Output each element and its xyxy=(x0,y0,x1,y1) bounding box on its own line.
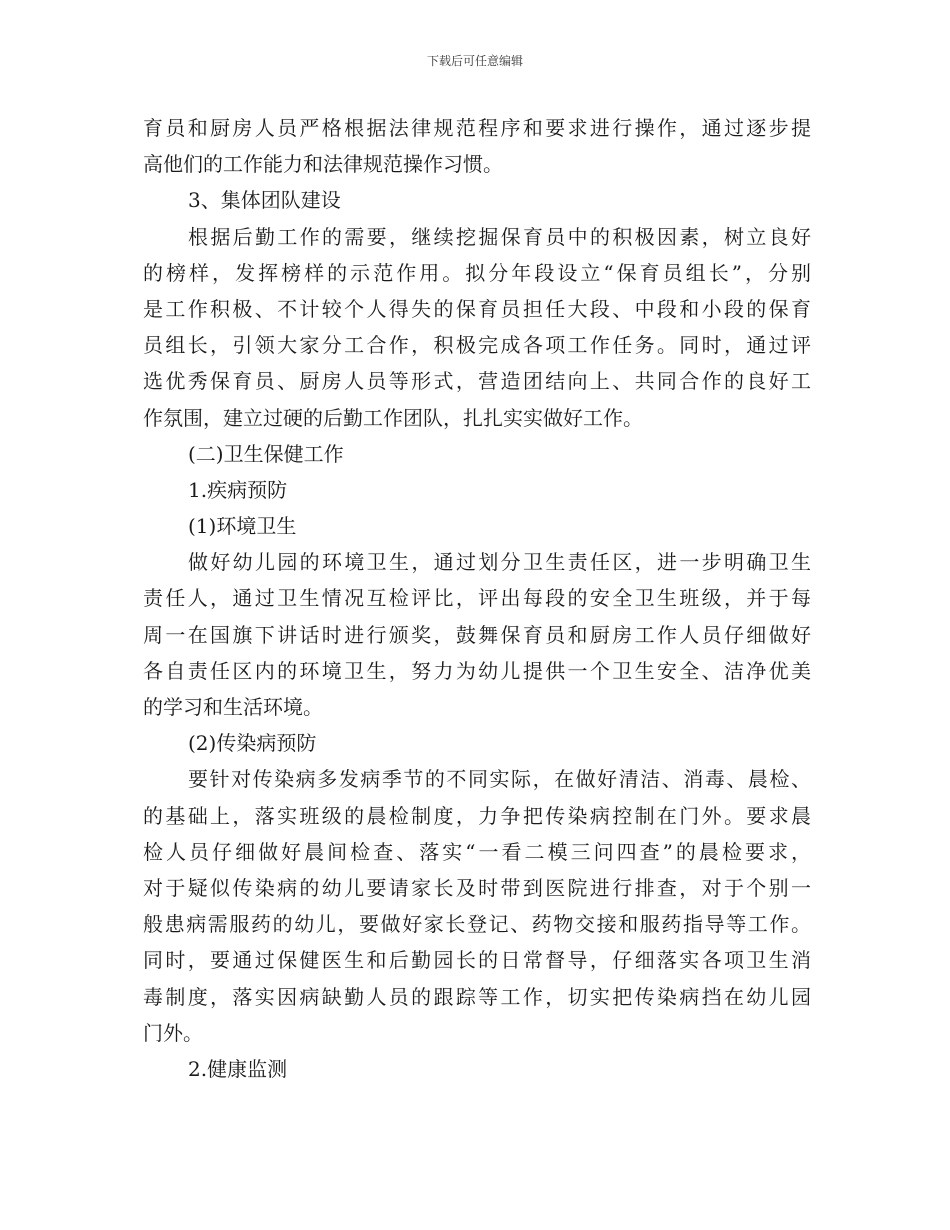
document-body xyxy=(143,110,811,1087)
text-line: (1)环境卫生 xyxy=(188,514,297,539)
text-line: 根据后勤工作的需要，继续挖掘保育员中的积极因素，树立良好 xyxy=(188,224,811,249)
page-header: 下载后可任意编辑 xyxy=(426,54,523,68)
text-line: 3、集体团队建设 xyxy=(188,188,341,213)
text-line: 选优秀保育员、厨房人员等形式，营造团结向上、共同合作的良好工 xyxy=(143,369,811,394)
text-line: 周一在国旗下讲话时进行颁奖，鼓舞保育员和厨房工作人员仔细做好 xyxy=(143,622,811,647)
text-line: 是工作积极、不计较个人得失的保育员担任大段、中段和小段的保育 xyxy=(143,296,811,321)
text-line: 检人员仔细做好晨间检查、落实“一看二模三问四查”的晨检要求， xyxy=(143,839,811,864)
text-line: 的榜样，发挥榜样的示范作用。拟分年段设立“保育员组长”，分别 xyxy=(143,260,811,285)
text-line: 责任人，通过卫生情况互检评比，评出每段的安全卫生班级，并于每 xyxy=(143,586,811,611)
text-line: 的基础上，落实班级的晨检制度，力争把传染病控制在门外。要求晨 xyxy=(143,803,811,828)
text-line: 毒制度，落实因病缺勤人员的跟踪等工作，切实把传染病挡在幼儿园 xyxy=(143,984,811,1009)
text-line: (2)传染病预防 xyxy=(188,731,317,756)
text-line: 1.疾病预防 xyxy=(188,477,288,502)
text-line: 作氛围，建立过硬的后勤工作团队，扎扎实实做好工作。 xyxy=(143,405,643,430)
text-line: 要针对传染病多发病季节的不同实际，在做好清洁、消毒、晨检、 xyxy=(188,767,811,792)
text-line: 员组长，引领大家分工合作，积极完成各项工作任务。同时，通过评 xyxy=(143,333,811,358)
text-line: 对于疑似传染病的幼儿要请家长及时带到医院进行排查，对于个别一 xyxy=(143,875,811,900)
text-line: 门外。 xyxy=(143,1020,203,1045)
text-line: (二)卫生保健工作 xyxy=(188,441,344,466)
text-line: 2.健康监测 xyxy=(188,1056,288,1081)
text-line: 做好幼儿园的环境卫生，通过划分卫生责任区，进一步明确卫生 xyxy=(188,550,811,575)
text-line: 般患病需服药的幼儿，要做好家长登记、药物交接和服药指导等工作。 xyxy=(143,912,811,937)
text-line: 同时，要通过保健医生和后勤园长的日常督导，仔细落实各项卫生消 xyxy=(143,948,811,973)
text-line: 高他们的工作能力和法律规范操作习惯。 xyxy=(143,152,503,177)
text-line: 的学习和生活环境。 xyxy=(143,695,323,719)
text-line: 各自责任区内的环境卫生，努力为幼儿提供一个卫生安全、洁净优美 xyxy=(143,658,811,683)
text-line: 育员和厨房人员严格根据法律规范程序和要求进行操作，通过逐步提 xyxy=(143,116,811,140)
